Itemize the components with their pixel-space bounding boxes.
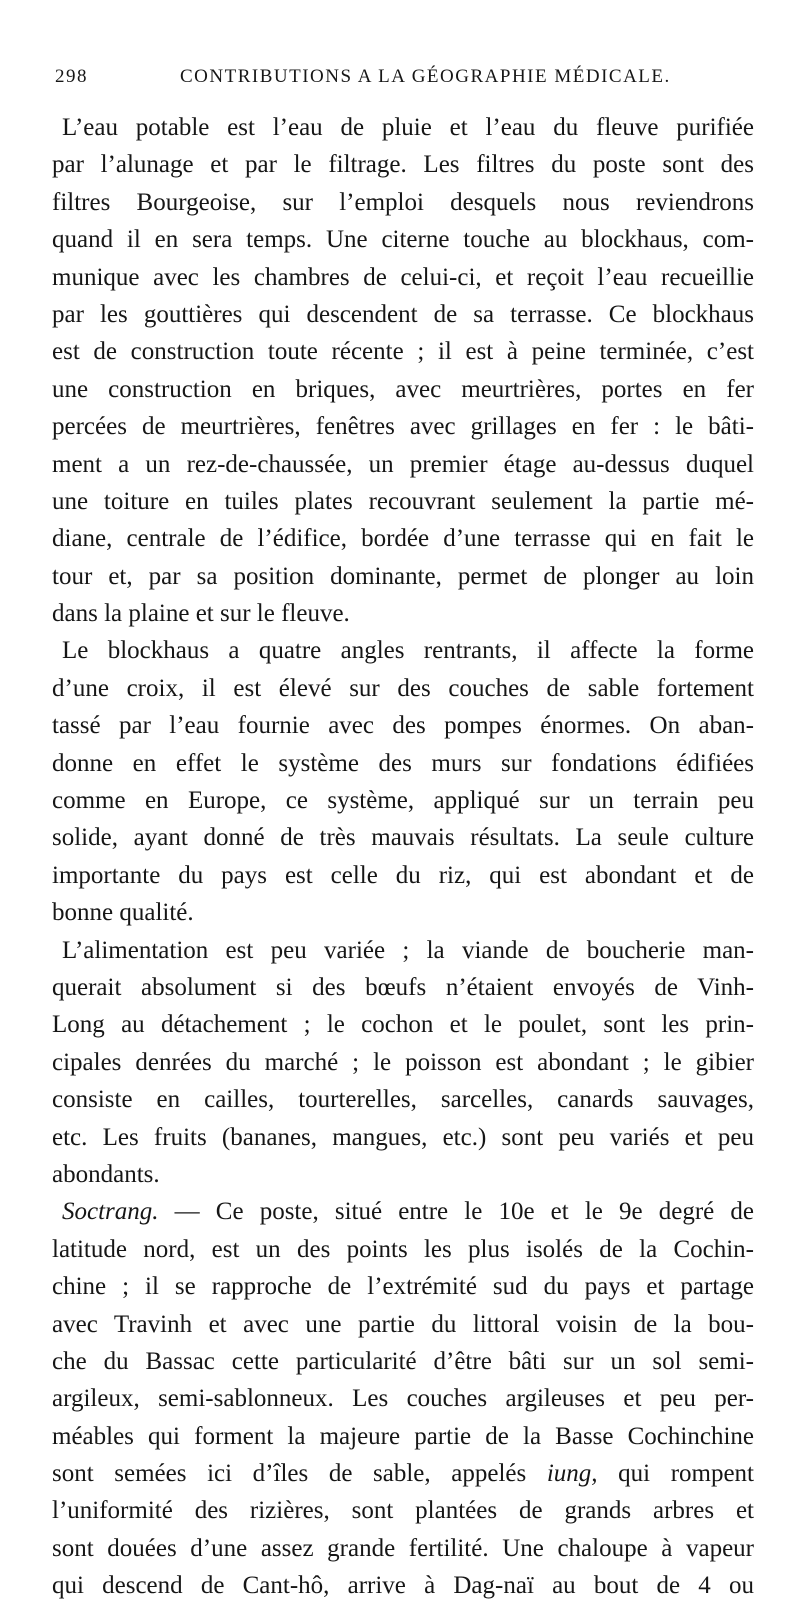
- text-line: [52, 707, 754, 744]
- text-line: [52, 1081, 754, 1118]
- text-segment: Long au détachement ; le cochon et le poulet, sont les prin-: [52, 1011, 754, 1039]
- page-header: [55, 66, 755, 96]
- text-line: [52, 221, 754, 258]
- running-title: CONTRIBUTIONS A LA GÉOGRAPHIE MÉDICALE.: [180, 66, 671, 87]
- text-line: [52, 408, 754, 445]
- text-line: [52, 259, 754, 296]
- text-segment: argileux, semi-sablonneux. Les couches argileuses et peu per-: [52, 1385, 754, 1413]
- text-segment: latitude nord, est un des points les plus isolés de la Cochin-: [52, 1235, 754, 1263]
- text-line: [52, 819, 754, 856]
- text-line: [52, 595, 754, 632]
- text-segment: munique avec les chambres de celui-ci, et reçoit l’eau recueillie: [52, 263, 754, 291]
- text-line: [52, 1418, 754, 1455]
- text-segment: méables qui forment la majeure partie de la Basse Cochinchine: [52, 1422, 754, 1450]
- text-segment: filtres Bourgeoise, sur l’emploi desquels nous reviendrons: [52, 188, 754, 216]
- text-line: [52, 670, 754, 707]
- text-segment: est de construction toute récente ; il est à peine terminée, c’est: [52, 338, 754, 366]
- text-line: [52, 483, 754, 520]
- text-line: [52, 1380, 754, 1417]
- text-segment: chine ; il se rapproche de l’extrémité sud du pays et partage: [52, 1273, 754, 1301]
- text-segment: tour et, par sa position dominante, permet de plonger au loin: [52, 562, 754, 590]
- text-line: [52, 1455, 754, 1492]
- text-segment: Le blockhaus a quatre angles rentrants, il affecte la forme: [62, 637, 754, 665]
- text-line: [52, 371, 754, 408]
- text-segment: dans la plaine et sur le fleuve.: [52, 600, 350, 628]
- text-segment: percées de meurtrières, fenêtres avec grillages en fer : le bâti-: [52, 413, 754, 441]
- italic-text: iung,: [546, 1460, 598, 1488]
- text-line: [52, 1156, 754, 1193]
- text-line: [52, 1567, 754, 1604]
- text-line: [52, 1492, 754, 1529]
- text-line: [52, 894, 754, 931]
- text-line: [52, 146, 754, 183]
- text-segment: sont douées d’une assez grande fertilité. Une chaloupe à vapeur: [52, 1534, 754, 1562]
- text-segment: quand il en sera temps. Une citerne touche au blockhaus, com-: [52, 226, 754, 254]
- text-segment: abondants.: [52, 1160, 160, 1188]
- text-segment: cipales denrées du marché ; le poisson est abondant ; le gibier: [52, 1048, 754, 1076]
- text-segment: avec Travinh et avec une partie du littoral voisin de la bou-: [52, 1310, 754, 1338]
- text-line: [52, 1006, 754, 1043]
- text-line: [52, 969, 754, 1006]
- text-segment: — Ce poste, situé entre le 10e et le 9e degré de: [158, 1198, 754, 1226]
- text-line: [52, 1044, 754, 1081]
- text-segment: importante du pays est celle du riz, qui est abondant et de: [52, 861, 754, 889]
- text-segment: diane, centrale de l’édifice, bordée d’une terrasse qui en fait le: [52, 525, 754, 553]
- text-line: [52, 1119, 754, 1156]
- body-text: [52, 109, 754, 1605]
- text-segment: ment a un rez-de-chaussée, un premier étage au-dessus duquel: [52, 450, 754, 478]
- text-segment: solide, ayant donné de très mauvais résultats. La seule culture: [52, 824, 754, 852]
- text-segment: consiste en cailles, tourterelles, sarcelles, canards sauvages,: [52, 1086, 754, 1114]
- text-segment: tassé par l’eau fournie avec des pompes énormes. On aban-: [52, 712, 754, 740]
- text-segment: querait absolument si des bœufs n’étaient envoyés de Vinh-: [52, 973, 754, 1001]
- text-line: [52, 520, 754, 557]
- text-line: [52, 446, 754, 483]
- text-line: [52, 1530, 754, 1567]
- text-line: [52, 558, 754, 595]
- text-line: [52, 333, 754, 370]
- text-line: [52, 1193, 754, 1230]
- text-segment: d’une croix, il est élevé sur des couches de sable fortement: [52, 674, 754, 702]
- text-line: [52, 632, 754, 669]
- text-line: [52, 109, 754, 146]
- text-line: [52, 1231, 754, 1268]
- text-segment: qui descend de Cant-hô, arrive à Dag-naï au bout de 4 ou: [52, 1572, 754, 1600]
- text-segment: etc. Les fruits (bananes, mangues, etc.) sont peu variés et peu: [52, 1123, 754, 1151]
- text-segment: qui rompent: [597, 1460, 755, 1488]
- text-line: [52, 782, 754, 819]
- text-segment: l’uniformité des rizières, sont plantées de grands arbres et: [52, 1497, 754, 1525]
- text-line: [52, 1343, 754, 1380]
- text-segment: L’eau potable est l’eau de pluie et l’eau du fleuve purifiée: [62, 114, 754, 141]
- text-line: [52, 745, 754, 782]
- text-line: [52, 184, 754, 221]
- text-segment: sont semées ici d’îles de sable, appelés: [52, 1460, 547, 1488]
- text-segment: par les gouttières qui descendent de sa terrasse. Ce blockhaus: [52, 300, 754, 328]
- text-line: [52, 1306, 754, 1343]
- text-segment: L’alimentation est peu variée ; la viande de boucherie man-: [62, 936, 754, 964]
- text-segment: par l’alunage et par le filtrage. Les filtres du poste sont des: [52, 151, 754, 179]
- text-segment: che du Bassac cette particularité d’être bâti sur un sol semi-: [52, 1347, 754, 1375]
- text-segment: donne en effet le système des murs sur fondations édifiées: [52, 749, 754, 777]
- text-line: [52, 296, 754, 333]
- page-number: 298: [55, 66, 88, 87]
- text-segment: bonne qualité.: [52, 899, 194, 927]
- text-line: [52, 932, 754, 969]
- text-segment: une construction en briques, avec meurtrières, portes en fer: [52, 375, 754, 403]
- text-line: [52, 1268, 754, 1305]
- italic-text: Soctrang.: [62, 1198, 159, 1226]
- text-segment: comme en Europe, ce système, appliqué sur un terrain peu: [52, 787, 754, 815]
- text-line: [52, 857, 754, 894]
- text-segment: une toiture en tuiles plates recouvrant seulement la partie mé-: [52, 487, 754, 515]
